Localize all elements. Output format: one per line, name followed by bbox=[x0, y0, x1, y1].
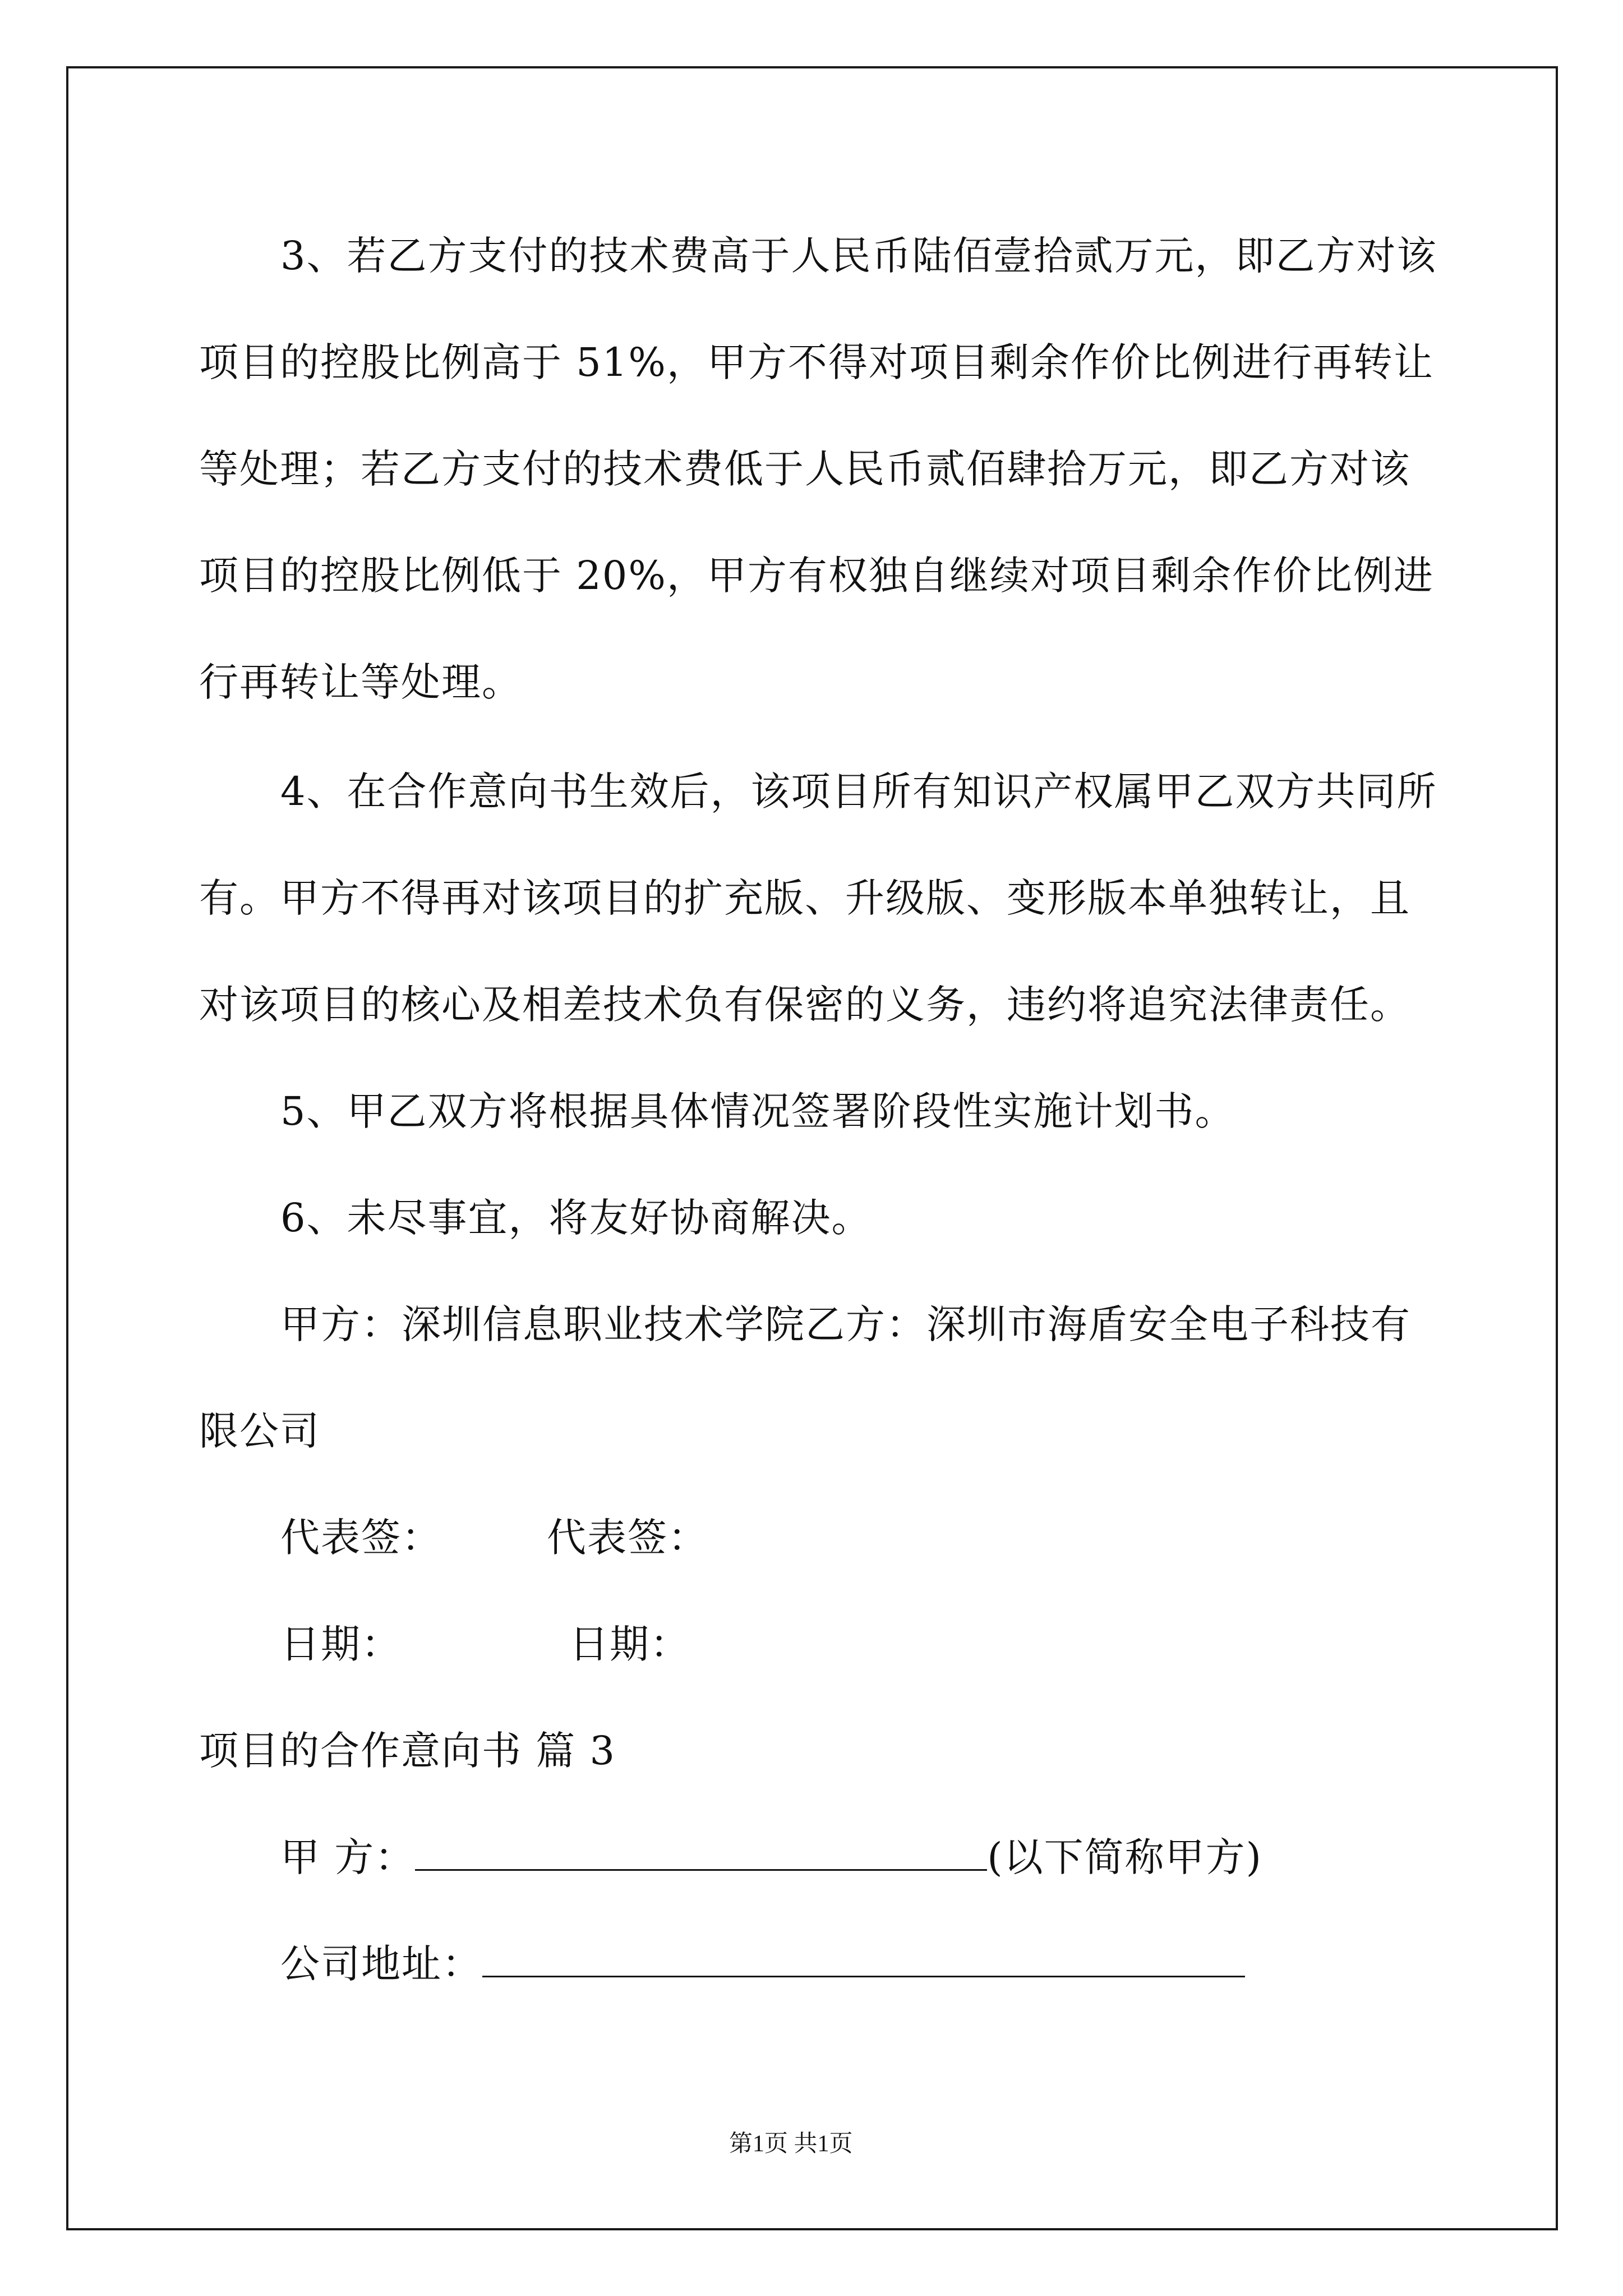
p3-line-3: 等处理；若乙方支付的技术费低于人民币贰佰肆拾万元，即乙方对该 bbox=[199, 446, 1410, 492]
p4-line-3: 对该项目的核心及相差技术负有保密的义务，违约将追究法律责任。 bbox=[199, 982, 1410, 1028]
date-a-label: 日期： bbox=[280, 1621, 402, 1667]
page-footer: 第1页 共1页 bbox=[729, 2131, 853, 2157]
address-blank[interactable] bbox=[482, 1940, 1245, 1977]
p3-line-4: 项目的控股比例低于 20%，甲方有权独自继续对项目剩余作价比例进 bbox=[199, 553, 1434, 599]
address-label: 公司地址： bbox=[280, 1941, 482, 1987]
p4-line-2: 有。甲方不得再对该项目的扩充版、升级版、变形版本单独转让，且 bbox=[199, 875, 1410, 921]
p5-line: 5、甲乙双方将根据具体情况签署阶段性实施计划书。 bbox=[280, 1088, 1235, 1134]
rep-a-label: 代表签： bbox=[280, 1515, 442, 1561]
rep-b-label: 代表签： bbox=[547, 1515, 708, 1561]
p3-line-5: 行再转让等处理。 bbox=[199, 659, 522, 705]
section-title: 项目的合作意向书 篇 3 bbox=[199, 1728, 616, 1774]
party-a-label: 甲 方： bbox=[280, 1834, 416, 1880]
party-a-suffix: (以下简称甲方) bbox=[987, 1834, 1262, 1880]
date-b-label: 日期： bbox=[569, 1621, 690, 1667]
party-a-row bbox=[280, 1826, 1262, 1883]
parties-line-2: 限公司 bbox=[199, 1408, 320, 1454]
party-a-blank[interactable] bbox=[415, 1834, 987, 1871]
address-row bbox=[280, 1932, 1245, 1989]
p4-line-1: 4、在合作意向书生效后，该项目所有知识产权属甲乙双方共同所 bbox=[280, 769, 1437, 815]
p3-line-2: 项目的控股比例高于 51%，甲方不得对项目剩余作价比例进行再转让 bbox=[199, 339, 1434, 385]
page-border bbox=[66, 66, 1558, 2230]
p6-line: 6、未尽事宜，将友好协商解决。 bbox=[280, 1195, 872, 1241]
p3-line-1: 3、若乙方支付的技术费高于人民币陆佰壹拾贰万元，即乙方对该 bbox=[280, 233, 1437, 279]
parties-line-1: 甲方：深圳信息职业技术学院乙方：深圳市海盾安全电子科技有 bbox=[280, 1301, 1411, 1347]
